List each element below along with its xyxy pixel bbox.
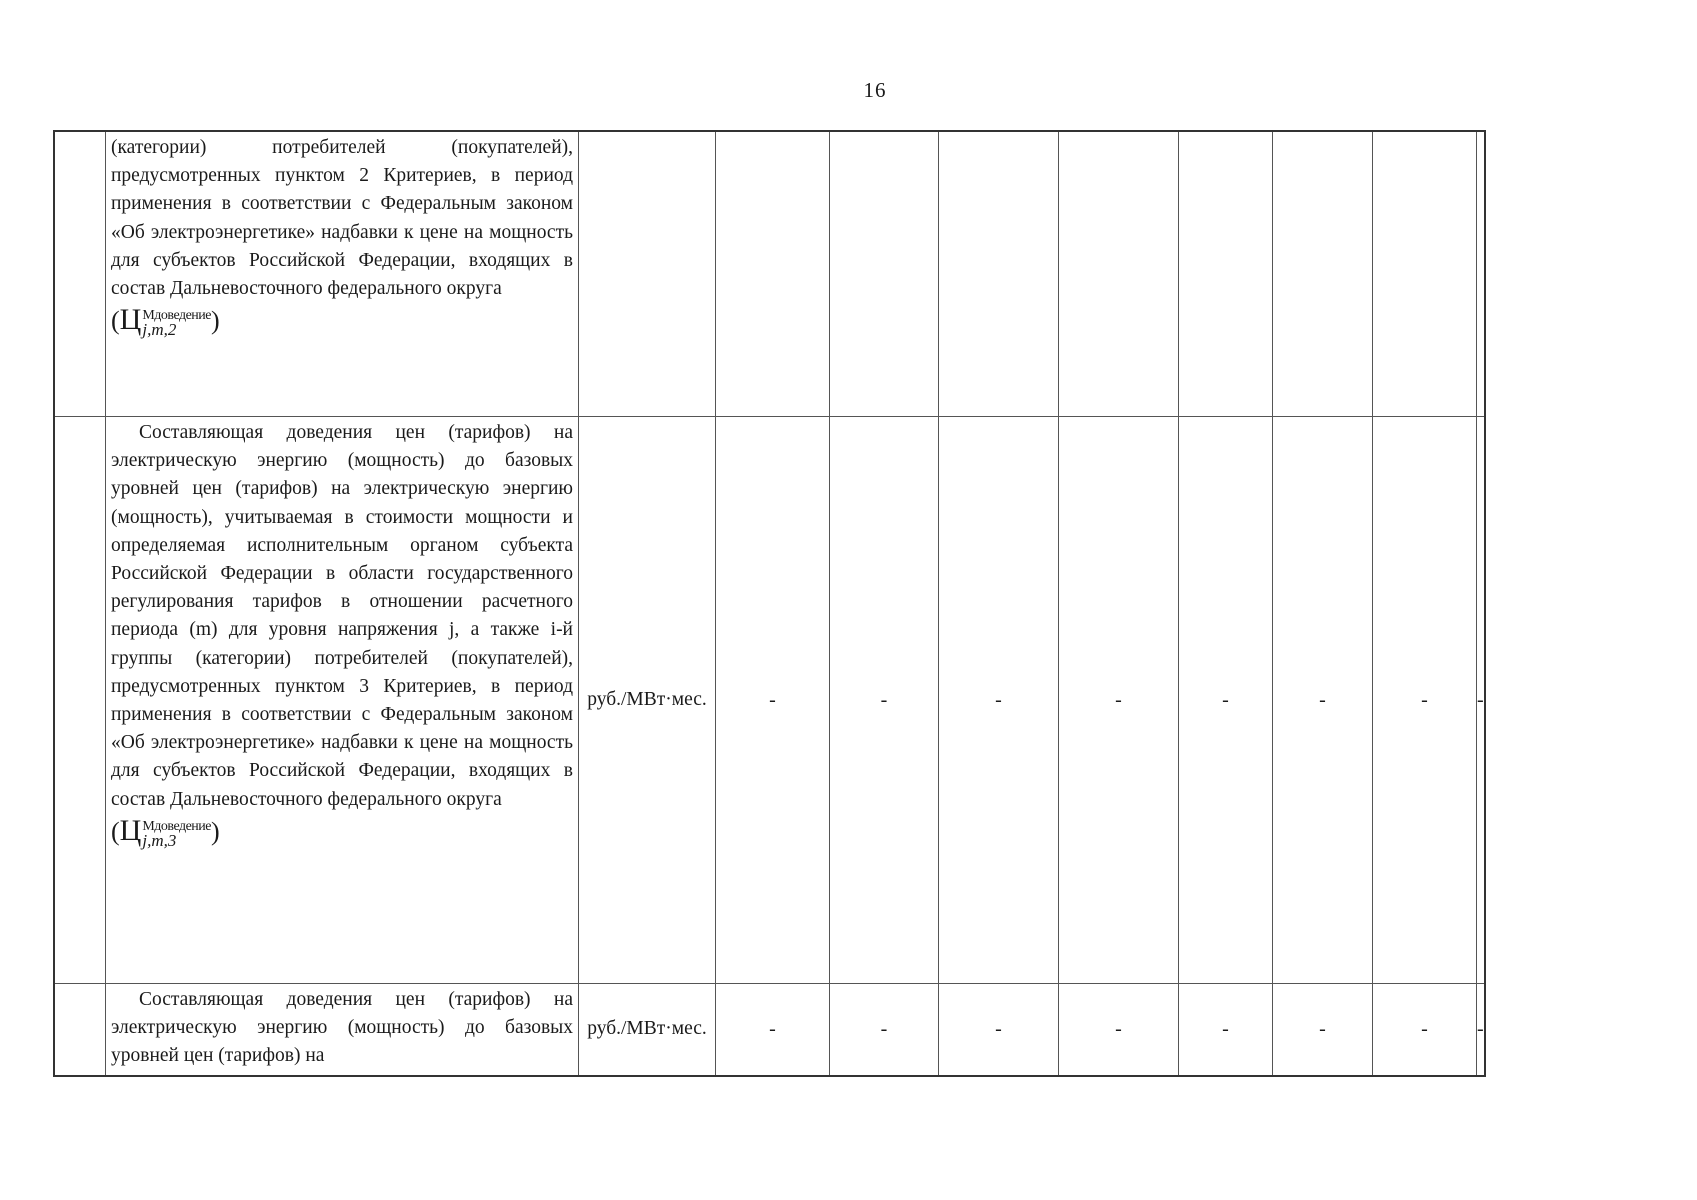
value-cell: - xyxy=(1373,417,1477,984)
value-cell: - xyxy=(830,417,939,984)
formula-superscript: Мдоведение xyxy=(142,308,212,324)
value-cell xyxy=(1373,131,1477,417)
formula-symbol: Ц xyxy=(119,303,142,337)
value-cell: - xyxy=(939,417,1059,984)
value-cell xyxy=(1273,131,1373,417)
unit-cell: руб./МВт·мес. xyxy=(579,984,716,1077)
row-number-cell xyxy=(54,417,106,984)
row-number-cell xyxy=(54,131,106,417)
value-cell: - xyxy=(1059,417,1179,984)
description-cell xyxy=(106,131,579,417)
formula-symbol: Ц xyxy=(119,813,142,847)
formula xyxy=(111,303,573,338)
page-number: 16 xyxy=(863,78,887,102)
formula-open-paren: ( xyxy=(111,306,120,336)
formula-subscript: j,m,3 xyxy=(142,830,177,850)
value-cell: - xyxy=(1059,984,1179,1077)
table-row xyxy=(54,417,1485,984)
description-cell xyxy=(106,417,579,984)
unit-cell xyxy=(579,131,716,417)
value-cell: - xyxy=(716,984,830,1077)
table-row xyxy=(54,131,1485,417)
formula-close-paren: ) xyxy=(211,816,220,846)
tariff-table xyxy=(53,130,1486,1077)
formula-close-paren: ) xyxy=(211,306,220,336)
value-cell: - xyxy=(1273,984,1373,1077)
formula xyxy=(111,814,573,849)
description-text: Составляющая доведения цен (тарифов) на электрическую энергию (мощность) до базовых уровней цен (тарифов) на электрическую энергию (мощность), учитываемая в стоимости мощности и определяемая исполнительным органом субъекта Российской Федерации в области государственного регулирования тарифов в отношении расчетного периода (m) для уровня напряжения j, а также i-й группы (категории) потребителей (покупателей), предусмотренных пунктом 3 Критериев, в период применения в соответствии с Федеральным законом «Об электроэнергетике» надбавки к цене на мощность для субъектов Российской Федерации, входящих в состав Дальневосточного федерального округа xyxy=(111,422,573,810)
value-cell: - xyxy=(1373,984,1477,1077)
value-cell xyxy=(939,131,1059,417)
value-cell: - xyxy=(1477,984,1485,1077)
value-cell: - xyxy=(1179,984,1273,1077)
value-cell xyxy=(716,131,830,417)
description-text: (категории) потребителей (покупателей), предусмотренных пунктом 2 Критериев, в период применения в соответствии с Федеральным законом «Об электроэнергетике» надбавки к цене на мощность для субъектов Российской Федерации, входящих в состав Дальневосточного федерального округа xyxy=(111,137,573,300)
formula-open-paren: ( xyxy=(111,816,120,846)
value-cell: - xyxy=(1179,417,1273,984)
value-cell: - xyxy=(830,984,939,1077)
formula-superscript: Мдоведение xyxy=(142,818,212,834)
value-cell: - xyxy=(1477,417,1485,984)
description-text: Составляющая доведения цен (тарифов) на электрическую энергию (мощность) до базовых уровней цен (тарифов) на xyxy=(111,989,573,1067)
value-cell xyxy=(1179,131,1273,417)
formula-subscript: j,m,2 xyxy=(142,320,177,340)
row-number-cell xyxy=(54,984,106,1077)
value-cell xyxy=(1477,131,1485,417)
value-cell xyxy=(830,131,939,417)
unit-cell: руб./МВт·мес. xyxy=(579,417,716,984)
table-row xyxy=(54,984,1485,1077)
value-cell xyxy=(1059,131,1179,417)
value-cell: - xyxy=(716,417,830,984)
value-cell: - xyxy=(1273,417,1373,984)
description-cell xyxy=(106,984,579,1077)
value-cell: - xyxy=(939,984,1059,1077)
